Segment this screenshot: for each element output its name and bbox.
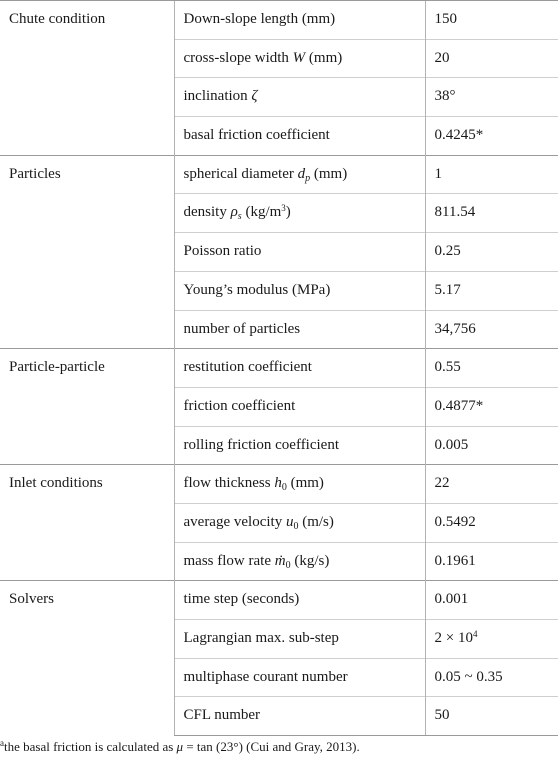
table-footnote: $^a$the basal friction is calculated as μ = tan (23°) (Cui and Gray, 2013). <box>0 738 360 754</box>
param-value: 811.54 <box>425 194 558 233</box>
param-value: 0.5492 <box>425 503 558 542</box>
param-value: 0.05 ~ 0.35 <box>425 658 558 697</box>
param-value: 1 <box>425 155 558 194</box>
param-name: restitution coefficient <box>174 349 425 388</box>
param-name: density $\rho_s$ $(kg/m^3)$ <box>174 194 425 233</box>
param-value: $2 \times 10^4$ <box>425 620 558 659</box>
table-row <box>0 349 558 388</box>
param-value: 34,756 <box>425 310 558 349</box>
param-value: 0.001 <box>425 581 558 620</box>
param-name: time step (seconds) <box>174 581 425 620</box>
param-name: Lagrangian max. sub-step <box>174 620 425 659</box>
group-label: Chute condition <box>0 1 174 156</box>
param-name: basal friction coefficient <box>174 117 425 156</box>
param-name: flow thickness $h_0$ (mm) <box>174 465 425 504</box>
group-label: Inlet conditions <box>0 465 174 581</box>
param-value: 0.25 <box>425 233 558 272</box>
param-name: inclination ζ <box>174 78 425 117</box>
param-name: Young’s modulus (MPa) <box>174 271 425 310</box>
param-value: 20 <box>425 39 558 78</box>
param-value: 0.55 <box>425 349 558 388</box>
param-name: CFL number <box>174 697 425 736</box>
param-value: 0.1961 <box>425 542 558 581</box>
param-name: friction coefficient <box>174 387 425 426</box>
param-value: 150 <box>425 1 558 40</box>
param-value: 0.005 <box>425 426 558 465</box>
param-name: mass flow rate ṁ$_0$ (kg/s) <box>174 542 425 581</box>
param-name: Down-slope length (mm) <box>174 1 425 40</box>
param-name: average velocity $u_0$ (m/s) <box>174 503 425 542</box>
param-name: number of particles <box>174 310 425 349</box>
footnote-mark: a <box>0 738 4 748</box>
param-value: 22 <box>425 465 558 504</box>
param-value: 50 <box>425 697 558 736</box>
table-row <box>0 1 558 40</box>
group-label: Solvers <box>0 581 174 736</box>
param-name: Poisson ratio <box>174 233 425 272</box>
param-name: rolling friction coefficient <box>174 426 425 465</box>
param-value: 38° <box>425 78 558 117</box>
table-row <box>0 581 558 620</box>
group-label: Particles <box>0 155 174 348</box>
param-value: 0.4877* <box>425 387 558 426</box>
group-label: Particle-particle <box>0 349 174 465</box>
table-row <box>0 465 558 504</box>
param-name: cross-slope width W (mm) <box>174 39 425 78</box>
param-value: 5.17 <box>425 271 558 310</box>
param-name: spherical diameter $d_p$ (mm) <box>174 155 425 194</box>
table-row <box>0 155 558 194</box>
param-name: multiphase courant number <box>174 658 425 697</box>
param-value: 0.4245* <box>425 117 558 156</box>
